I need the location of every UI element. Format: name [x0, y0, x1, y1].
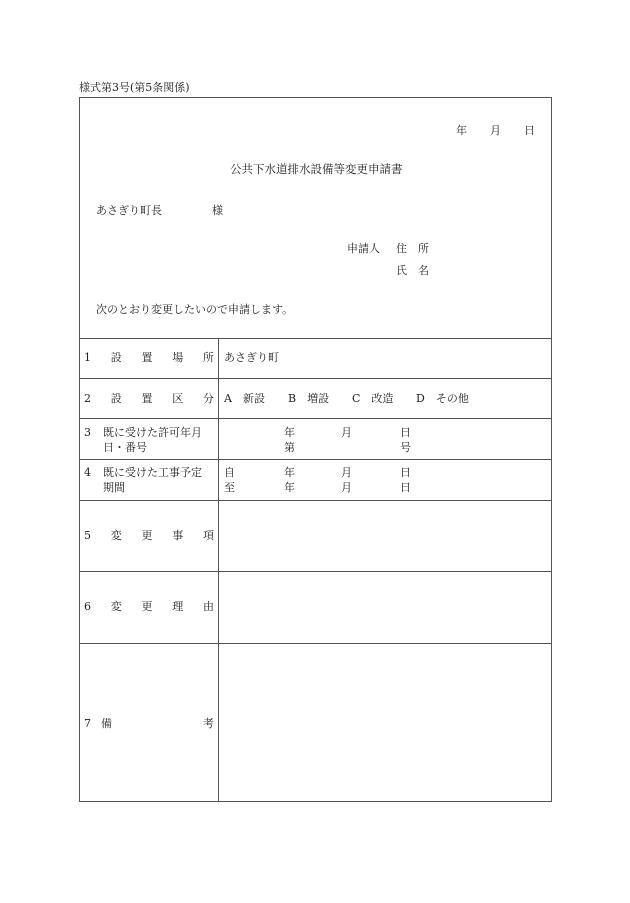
- row-label-permit-line1: 既に受けた許可年月: [103, 426, 202, 439]
- permit-day-label: 日: [400, 426, 411, 439]
- row-label-change-reason: [84, 601, 214, 612]
- row-number: 7: [84, 717, 91, 730]
- period-to-day: 日: [400, 481, 411, 494]
- label-char: 設: [110, 392, 122, 405]
- category-option-new: A 新設: [224, 392, 265, 405]
- addressee-name: あさぎり町長: [96, 204, 162, 217]
- row-number: 4: [84, 466, 91, 479]
- intro-text: 次のとおり変更したいので申請します。: [96, 303, 294, 316]
- permit-number-prefix: 第: [284, 441, 295, 454]
- label-char: 備: [101, 717, 112, 730]
- row-number: 5: [84, 529, 91, 542]
- location-value: あさぎり町: [224, 351, 279, 364]
- document-title: 公共下水道排水設備等変更申請書: [230, 162, 403, 176]
- row-label-period-line2: 期間: [103, 481, 125, 494]
- label-char: 更: [141, 600, 153, 613]
- addressee-honorific: 様: [212, 204, 223, 217]
- row-number: 6: [84, 600, 91, 613]
- applicant-label: 申請人: [347, 242, 380, 255]
- category-option-renovation: C 改造: [352, 392, 394, 405]
- form-number: 様式第3号(第5条関係): [79, 81, 190, 94]
- change-reason-field[interactable]: [219, 572, 551, 643]
- label-char: 考: [203, 717, 214, 730]
- remarks-field[interactable]: [219, 644, 551, 801]
- label-char: 分: [203, 392, 214, 405]
- period-from-label: 自: [224, 466, 235, 479]
- label-char: 所: [203, 351, 214, 364]
- label-char: 更: [141, 529, 153, 542]
- period-to-month: 月: [341, 481, 352, 494]
- row-number: 2: [84, 392, 91, 405]
- permit-number-suffix: 号: [400, 441, 411, 454]
- label-char: 設: [110, 351, 122, 364]
- row-divider: [79, 378, 552, 379]
- label-char: 由: [203, 600, 214, 613]
- permit-year-label: 年: [284, 426, 295, 439]
- category-option-expansion: B 増設: [288, 392, 330, 405]
- permit-month-label: 月: [341, 426, 352, 439]
- row-label-category: [84, 393, 214, 404]
- label-char: 置: [141, 392, 153, 405]
- change-items-field[interactable]: [219, 501, 551, 571]
- row-label-permit-line2: 日・番号: [103, 441, 147, 454]
- row-label-remarks: [84, 718, 214, 729]
- period-to-year: 年: [284, 481, 295, 494]
- period-from-day: 日: [400, 466, 411, 479]
- label-char: 場: [172, 351, 184, 364]
- label-char: 区: [172, 392, 184, 405]
- applicant-name-label: 氏 名: [396, 264, 429, 277]
- row-number: 3: [84, 426, 91, 439]
- row-divider: [79, 338, 552, 339]
- label-char: 変: [110, 529, 122, 542]
- period-from-year: 年: [284, 466, 295, 479]
- date-month-label: 月: [490, 124, 501, 137]
- row-divider: [79, 418, 552, 419]
- row-number: 1: [84, 351, 91, 364]
- applicant-address-label: 住 所: [396, 242, 429, 255]
- period-to-label: 至: [224, 481, 235, 494]
- row-label-change-items: [84, 530, 214, 541]
- label-char: 置: [141, 351, 153, 364]
- date-year-label: 年: [456, 124, 467, 137]
- label-char: 事: [172, 529, 184, 542]
- category-option-other: D その他: [416, 392, 469, 405]
- period-from-month: 月: [341, 466, 352, 479]
- label-char: 理: [172, 600, 184, 613]
- label-char: 変: [110, 600, 122, 613]
- label-char: 項: [203, 529, 214, 542]
- row-divider: [79, 459, 552, 460]
- row-label-period-line1: 既に受けた工事予定: [103, 466, 202, 479]
- row-label-location: [84, 352, 214, 363]
- date-day-label: 日: [524, 124, 535, 137]
